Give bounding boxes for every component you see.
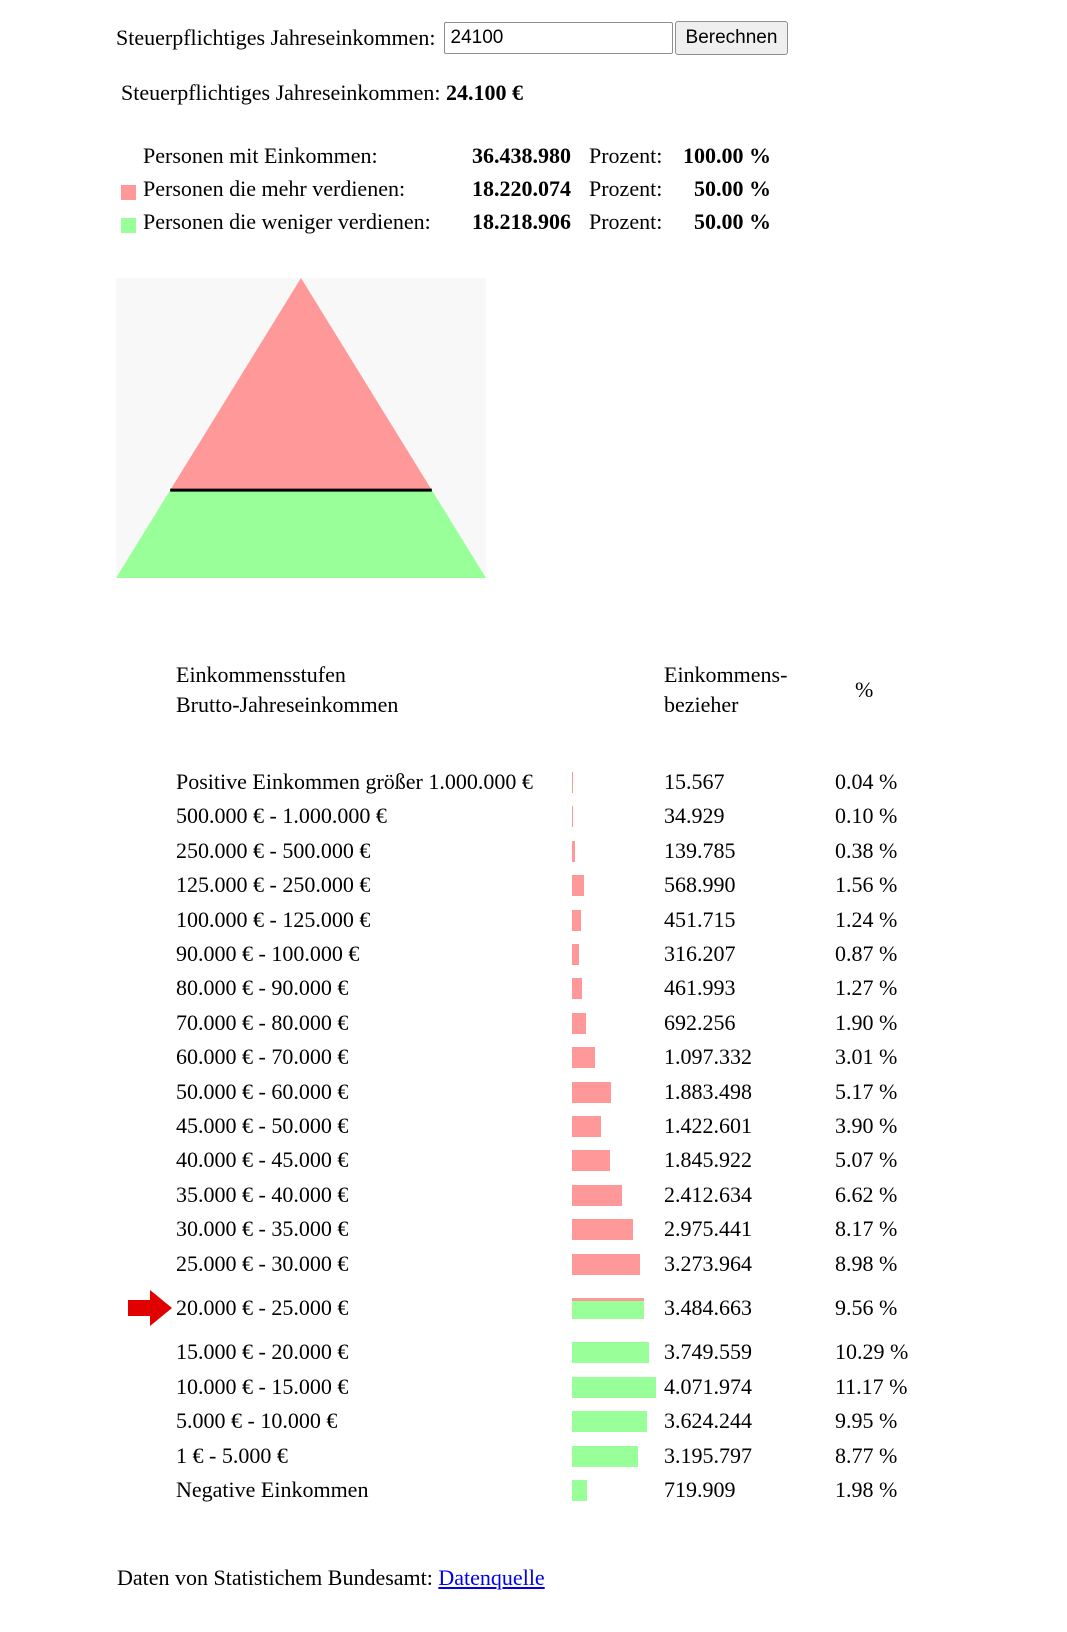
row-count: 34.929	[664, 803, 725, 829]
row-bar	[572, 841, 575, 862]
row-percent: 9.56 %	[835, 1295, 898, 1320]
row-count: 3.749.559	[664, 1339, 752, 1365]
summary-label: Personen mit Einkommen:	[143, 143, 378, 168]
row-count: 15.567	[664, 769, 725, 794]
row-range: 60.000 € - 70.000 €	[176, 1044, 349, 1070]
row-bar	[572, 910, 581, 931]
summary-percent: 50.00 %	[694, 209, 771, 234]
income-form	[116, 18, 788, 58]
table-row	[0, 801, 1067, 831]
row-range: 80.000 € - 90.000 €	[176, 975, 349, 1001]
row-bar	[572, 772, 573, 793]
summary-value: 18.220.074	[472, 176, 571, 201]
table-row	[0, 905, 1067, 935]
row-percent: 11.17 %	[835, 1373, 908, 1399]
row-percent: 8.77 %	[835, 1442, 898, 1468]
row-percent: 0.04 %	[835, 769, 898, 794]
legend-swatch-below	[121, 218, 136, 233]
row-bar	[572, 1013, 586, 1034]
row-percent: 1.56 %	[835, 872, 898, 898]
row-bar	[572, 978, 582, 999]
row-count: 719.909	[664, 1477, 736, 1502]
legend-swatch-above	[121, 185, 136, 200]
row-percent: 0.10 %	[835, 803, 898, 829]
table-row	[0, 1337, 1067, 1367]
row-percent: 9.95 %	[835, 1408, 898, 1434]
footer	[117, 1565, 545, 1591]
row-percent: 1.98 %	[835, 1477, 898, 1502]
row-count: 2.412.634	[664, 1181, 752, 1207]
row-count: 461.993	[664, 975, 736, 1001]
row-range: 50.000 € - 60.000 €	[176, 1078, 349, 1104]
summary-percent-label: Prozent:	[589, 143, 663, 168]
row-range: Positive Einkommen größer 1.000.000 €	[176, 769, 533, 794]
footer-text: Daten von Statistichem Bundesamt:	[117, 1565, 433, 1590]
row-bar	[572, 1377, 656, 1398]
row-bar	[572, 1116, 601, 1137]
row-count: 4.071.974	[664, 1373, 752, 1399]
table-row	[0, 1441, 1067, 1471]
summary-percent: 100.00 %	[683, 143, 771, 168]
table-row	[0, 1249, 1067, 1279]
summary-percent: 50.00 %	[694, 176, 771, 201]
result-value: 24.100 €	[446, 80, 524, 105]
row-percent: 1.24 %	[835, 906, 898, 932]
header-range-line1: Einkommensstufen	[176, 662, 346, 687]
row-count: 692.256	[664, 1009, 736, 1035]
row-percent: 5.17 %	[835, 1078, 898, 1104]
datenquelle-link[interactable]: Datenquelle	[438, 1565, 545, 1590]
row-range: 15.000 € - 20.000 €	[176, 1339, 349, 1365]
table-row	[0, 767, 1067, 797]
row-percent: 0.87 %	[835, 941, 898, 966]
row-percent: 0.38 %	[835, 837, 898, 863]
row-bar	[572, 806, 573, 827]
income-input-label: Steuerpflichtiges Jahreseinkommen:	[116, 25, 436, 50]
row-bar	[572, 1480, 587, 1501]
table-row	[0, 1180, 1067, 1210]
row-range: 40.000 € - 45.000 €	[176, 1147, 349, 1173]
row-range: 70.000 € - 80.000 €	[176, 1009, 349, 1035]
table-row	[0, 1111, 1067, 1141]
income-pyramid	[116, 278, 486, 578]
table-row	[0, 1145, 1067, 1175]
row-range: 250.000 € - 500.000 €	[176, 837, 371, 863]
table-row	[0, 1008, 1067, 1038]
row-range: 45.000 € - 50.000 €	[176, 1113, 349, 1138]
row-range: 25.000 € - 30.000 €	[176, 1250, 349, 1276]
row-range: 30.000 € - 35.000 €	[176, 1216, 349, 1242]
table-row	[0, 870, 1067, 900]
result-line	[121, 80, 523, 106]
row-count: 568.990	[664, 872, 736, 898]
header-count-line1: Einkommens-	[664, 662, 788, 687]
row-bar	[572, 944, 579, 965]
row-count: 1.845.922	[664, 1147, 752, 1173]
row-bar	[572, 1298, 644, 1319]
right-arrow-icon	[128, 1290, 172, 1326]
row-count: 316.207	[664, 941, 736, 966]
header-percent: %	[855, 677, 874, 702]
row-bar	[572, 1185, 622, 1206]
row-bar	[572, 1047, 595, 1068]
row-percent: 10.29 %	[835, 1339, 909, 1365]
row-range: 20.000 € - 25.000 €	[176, 1295, 349, 1320]
row-count: 139.785	[664, 837, 736, 863]
table-row	[0, 1372, 1067, 1402]
summary-percent-label: Prozent:	[589, 209, 663, 234]
result-label: Steuerpflichtiges Jahreseinkommen:	[121, 80, 441, 105]
row-bar	[572, 1254, 640, 1275]
row-count: 3.273.964	[664, 1250, 752, 1276]
header-range-line2: Brutto-Jahreseinkommen	[176, 692, 399, 717]
header-count-line2: bezieher	[664, 692, 739, 717]
row-range: 1 € - 5.000 €	[176, 1442, 288, 1468]
row-range: 125.000 € - 250.000 €	[176, 872, 371, 898]
table-row	[0, 939, 1067, 969]
calculate-button[interactable]: Berechnen	[675, 21, 789, 55]
row-count: 3.484.663	[664, 1295, 752, 1320]
row-percent: 3.01 %	[835, 1044, 898, 1070]
table-row	[0, 973, 1067, 1003]
row-range: 100.000 € - 125.000 €	[176, 906, 371, 932]
row-percent: 6.62 %	[835, 1181, 898, 1207]
row-range: 10.000 € - 15.000 €	[176, 1373, 349, 1399]
row-percent: 8.98 %	[835, 1250, 898, 1276]
header-count	[664, 660, 787, 720]
row-count: 1.883.498	[664, 1078, 752, 1104]
income-input[interactable]	[444, 22, 673, 54]
table-row	[0, 1214, 1067, 1244]
summary-value: 36.438.980	[472, 143, 571, 168]
row-percent: 3.90 %	[835, 1113, 898, 1138]
row-range: 90.000 € - 100.000 €	[176, 941, 360, 966]
header-range	[176, 660, 398, 720]
row-percent: 5.07 %	[835, 1147, 898, 1173]
row-count: 1.422.601	[664, 1113, 752, 1138]
summary-value: 18.218.906	[472, 209, 571, 234]
row-percent: 1.27 %	[835, 975, 898, 1001]
table-row	[0, 1042, 1067, 1072]
row-bar	[572, 1082, 611, 1103]
summary-label: Personen die mehr verdienen:	[143, 176, 406, 201]
summary-percent-label: Prozent:	[589, 176, 663, 201]
table-row	[0, 1475, 1067, 1505]
table-row	[0, 836, 1067, 866]
table-row	[0, 1077, 1067, 1107]
summary-label: Personen die weniger verdienen:	[143, 209, 431, 234]
row-count: 3.195.797	[664, 1442, 752, 1468]
row-range: 500.000 € - 1.000.000 €	[176, 803, 387, 829]
table-row	[0, 1406, 1067, 1436]
row-bar	[572, 1446, 638, 1467]
row-percent: 1.90 %	[835, 1009, 898, 1035]
row-bar	[572, 875, 584, 896]
pyramid-lower-part	[116, 490, 486, 578]
row-bar	[572, 1150, 610, 1171]
row-count: 451.715	[664, 906, 736, 932]
row-range: 5.000 € - 10.000 €	[176, 1408, 338, 1434]
row-range: Negative Einkommen	[176, 1477, 369, 1502]
row-bar	[572, 1342, 649, 1363]
row-count: 2.975.441	[664, 1216, 752, 1242]
row-range: 35.000 € - 40.000 €	[176, 1181, 349, 1207]
row-count: 3.624.244	[664, 1408, 752, 1434]
row-count: 1.097.332	[664, 1044, 752, 1070]
row-percent: 8.17 %	[835, 1216, 898, 1242]
row-bar	[572, 1411, 647, 1432]
row-bar	[572, 1219, 633, 1240]
